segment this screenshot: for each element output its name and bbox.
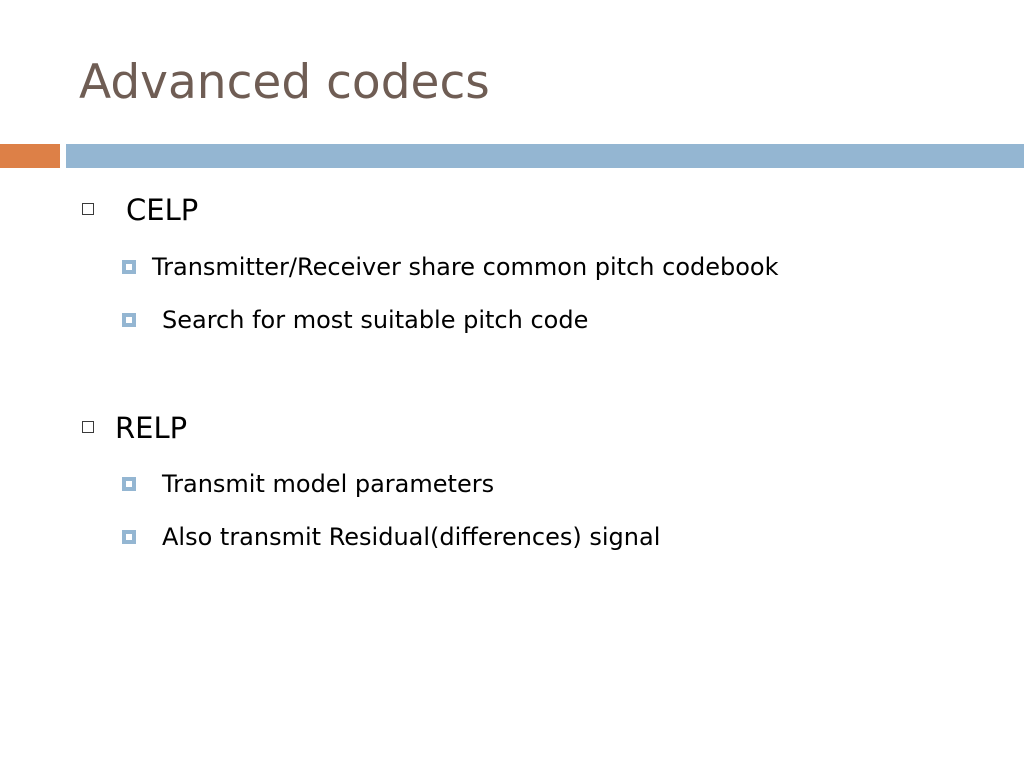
title-divider-bar <box>66 144 1024 168</box>
slide-title: Advanced codecs <box>79 55 490 110</box>
sub-bullet-celp-1 <box>122 250 779 284</box>
square-bullet-icon <box>122 477 136 491</box>
sub-bullet-relp-2-text: Also transmit Residual(differences) signal <box>162 523 661 551</box>
sub-bullet-relp-2 <box>122 520 660 554</box>
bullet-celp <box>82 190 198 230</box>
sub-bullet-relp-1-text: Transmit model parameters <box>162 470 495 498</box>
sub-bullet-relp-1 <box>122 467 494 501</box>
square-bullet-icon <box>122 313 136 327</box>
bullet-relp-text: RELP <box>115 411 188 445</box>
sub-bullet-celp-2-text: Search for most suitable pitch code <box>162 306 589 334</box>
bullet-celp-text: CELP <box>126 193 199 227</box>
hollow-square-bullet-icon <box>82 203 94 215</box>
sub-bullet-celp-2 <box>122 303 588 337</box>
sub-bullet-celp-1-text: Transmitter/Receiver share common pitch codebook <box>152 253 779 281</box>
hollow-square-bullet-icon <box>82 421 94 433</box>
bullet-relp <box>82 408 187 448</box>
title-accent-bar <box>0 144 60 168</box>
square-bullet-icon <box>122 530 136 544</box>
square-bullet-icon <box>122 260 136 274</box>
